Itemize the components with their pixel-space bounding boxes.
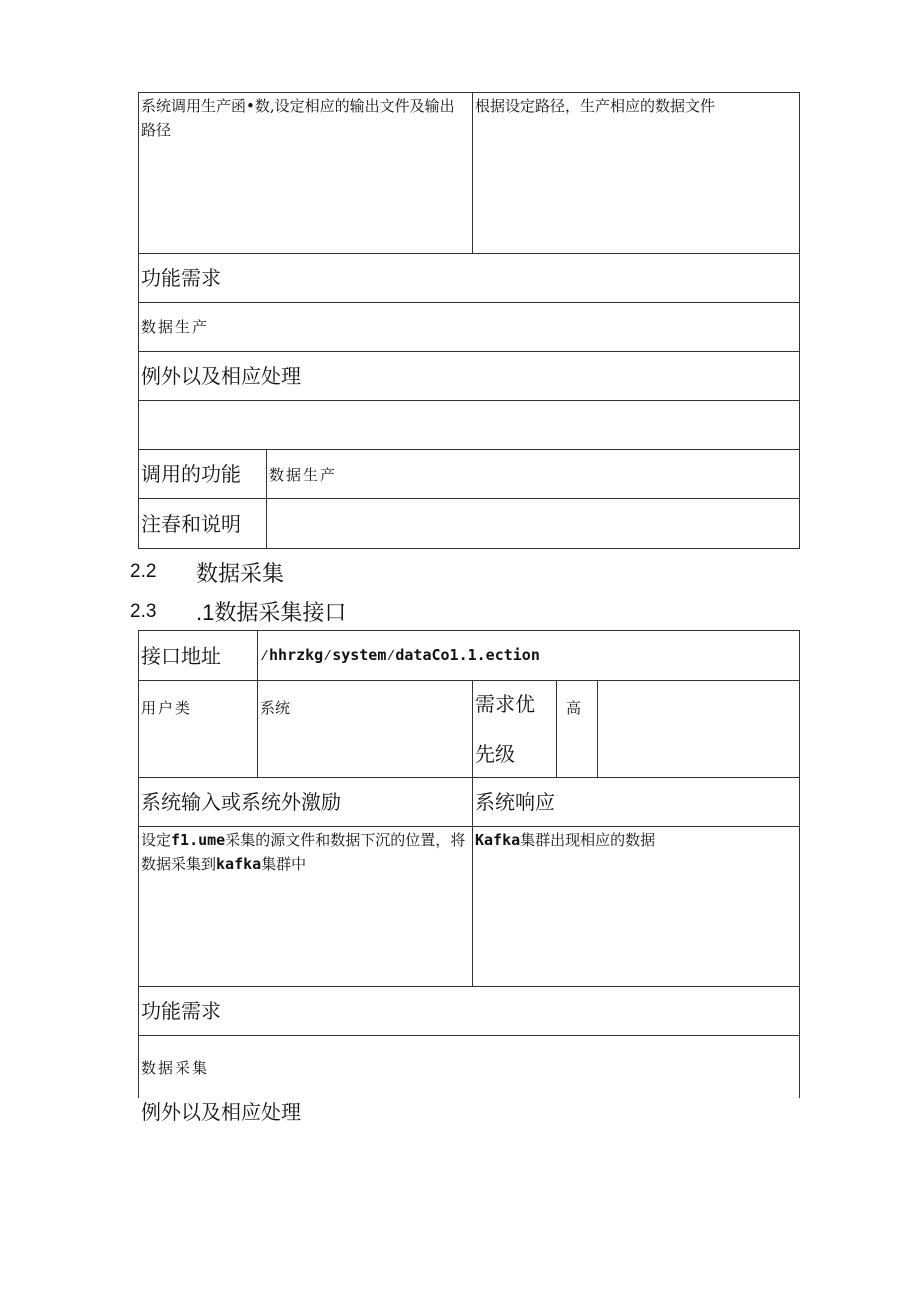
t2-input-pre: 设定 xyxy=(141,831,172,849)
section-23-number: 2.3 xyxy=(130,601,157,622)
t2-address-label: 接口地址 xyxy=(141,644,221,668)
t2-user-class-label: 用户类 xyxy=(141,699,193,717)
t2-input-post: 集群中 xyxy=(261,855,307,873)
t2-input-mid: 采集的源文件和数据下沉的位置，将数据采集到 xyxy=(141,831,466,873)
t2-func-req-label: 功能需求 xyxy=(141,999,221,1023)
t1-func-req-value: 数据生产 xyxy=(141,318,210,336)
t2-priority-label-1: 需求优 xyxy=(475,692,535,716)
section-22-number: 2.2 xyxy=(130,561,157,582)
t2-input-text xyxy=(141,828,469,876)
t2-input-code-2: kafka xyxy=(216,855,262,873)
t1-input-text: 系统调用生产函•数,设定相应的输出文件及输出路径 xyxy=(141,97,455,139)
t1-called-func-label: 调用的功能 xyxy=(141,462,241,486)
t1-func-req-label: 功能需求 xyxy=(141,266,221,290)
t2-input-header: 系统输入或系统外激励 xyxy=(141,790,341,814)
t2-input-code-1: f1.ume xyxy=(171,831,226,849)
t2-response-post: 集群出现相应的数据 xyxy=(520,831,656,849)
t1-response-text: 根据设定路径，生产相应的数据文件 xyxy=(475,97,716,115)
t2-response-code: Kafka xyxy=(475,831,521,849)
t2-func-req-value: 数据采集 xyxy=(141,1059,210,1077)
t1-called-func-value: 数据生产 xyxy=(269,466,338,484)
t1-notes-label: 注春和说明 xyxy=(141,512,241,536)
section-22-title: 数据采集 xyxy=(196,561,285,586)
t1-exception-label: 例外以及相应处理 xyxy=(141,364,301,388)
t2-priority-value: 高 xyxy=(566,699,582,717)
t2-priority-label-2: 先级 xyxy=(475,742,515,766)
t2-address-value: ⁄hhrzkg⁄system⁄dataCo1.1.ection xyxy=(260,646,540,664)
t2-response-header: 系统响应 xyxy=(475,790,555,814)
trailing-exception-label: 例外以及相应处理 xyxy=(141,1100,301,1124)
section-23-title: .1数据采集接口 xyxy=(196,600,347,625)
t2-user-class-value: 系统 xyxy=(260,699,291,717)
t2-response-text xyxy=(475,828,797,852)
